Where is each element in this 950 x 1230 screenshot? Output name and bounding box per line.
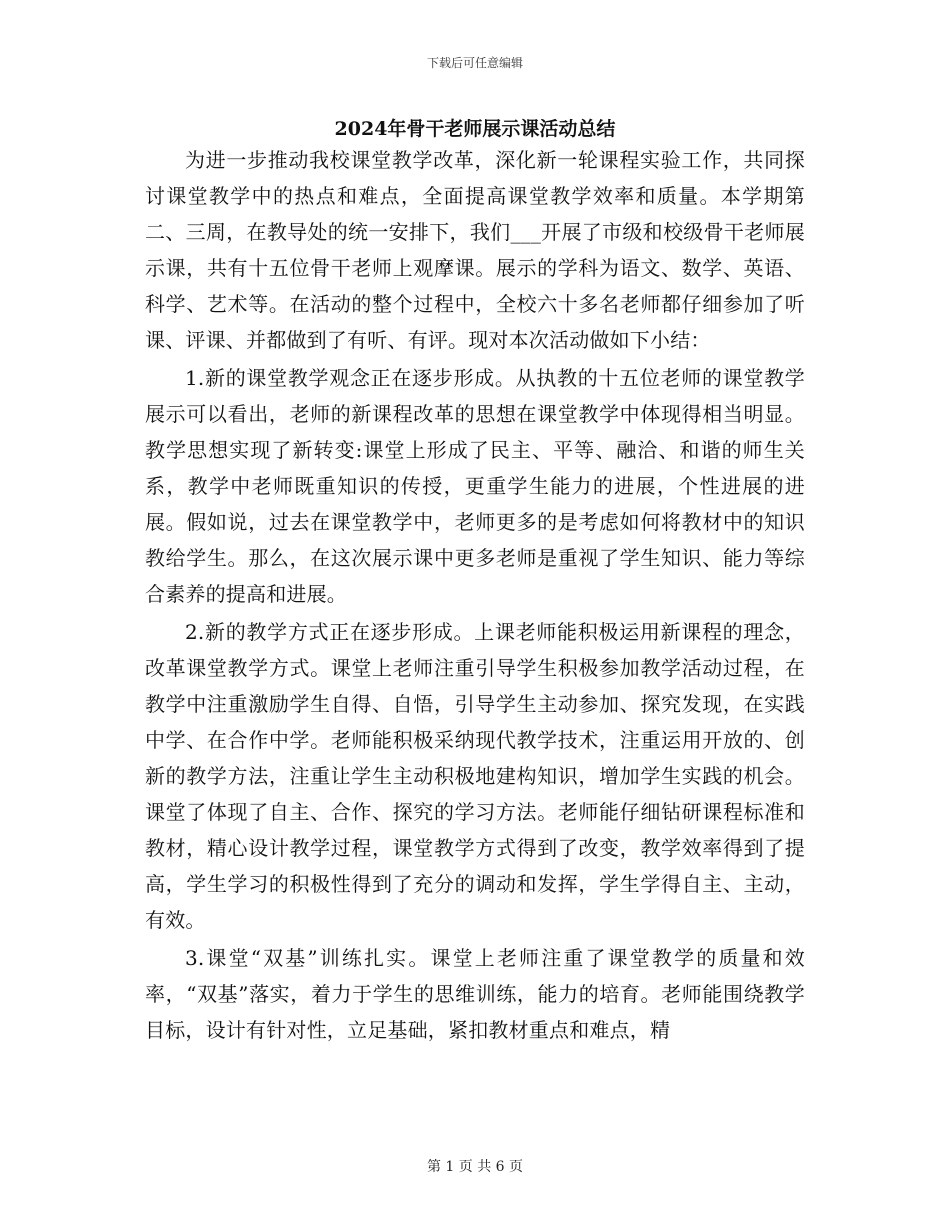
paragraph-intro: 为进一步推动我校课堂教学改革，深化新一轮课程实验工作，共同探讨课堂教学中的热点和难点，全面提高课堂教学效率和质量。本学期第二、三周，在教导处的统一安排下，我们___开展了市级和校级骨干老师展示课，共有十五位骨干老师上观摩课。展示的学科为语文、数学、英语、科学、艺术等。在活动的整个过程中，全校六十多名老师都仔细参加了听课、评课、并都做到了有听、有评。现对本次活动做如下小结： [145, 148, 805, 352]
paragraph-point-3: 3.课堂“双基”训练扎实。课堂上老师注重了课堂教学的质量和效率，“双基”落实，着力于学生的思维训练，能力的培育。老师能围绕教学目标，设计有针对性，立足基础，紧扣教材重点和难点，精 [145, 946, 805, 1042]
paragraph-point-2: 2.新的教学方式正在逐步形成。上课老师能积极运用新课程的理念，改革课堂教学方式。课堂上老师注重引导学生积极参加教学活动过程，在教学中注重激励学生自得、自悟，引导学生主动参加、探究发现，在实践中学、在合作中学。老师能积极采纳现代教学技术，注重运用开放的、创新的教学方法，注重让学生主动积极地建构知识，增加学生实践的机会。课堂了体现了自主、合作、探究的学习方法。老师能仔细钻研课程标准和教材，精心设计教学过程，课堂教学方式得到了改变，教学效率得到了提高，学生学习的积极性得到了充分的调动和发挥，学生学得自主、主动，有效。 [145, 620, 805, 932]
document-title: 2024年骨干老师展示课活动总结 [334, 118, 616, 140]
header-note: 下载后可任意编辑 [426, 56, 523, 70]
document-body [145, 142, 805, 1048]
paragraph-point-1: 1.新的课堂教学观念正在逐步形成。从执教的十五位老师的课堂教学展示可以看出，老师的新课程改革的思想在课堂教学中体现得相当明显。教学思想实现了新转变:课堂上形成了民主、平等、融洽、和谐的师生关系，教学中老师既重知识的传授，更重学生能力的进展，个性进展的进展。假如说，过去在课堂教学中，老师更多的是考虑如何将教材中的知识教给学生。那么，在这次展示课中更多老师是重视了学生知识、能力等综合素养的提高和进展。 [145, 366, 805, 606]
page-number: 第 1 页 共 6 页 [426, 1159, 524, 1175]
